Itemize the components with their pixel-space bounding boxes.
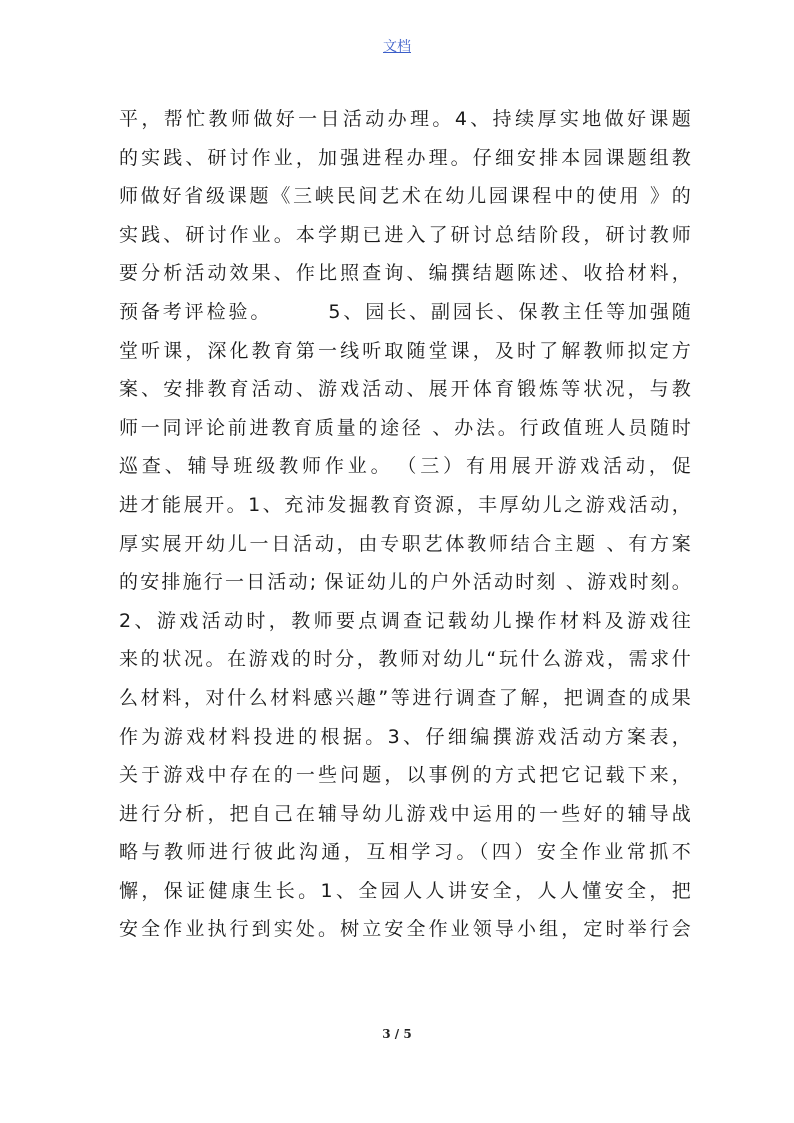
document-body — [119, 100, 691, 949]
body-line-9: 师一同评论前进教育质量的途径 、办法。行政值班人员随时 — [119, 416, 691, 439]
body-line-12: 厚实展开幼儿一日活动，由专职艺体教师结合主题 、有方案 — [119, 532, 691, 555]
body-line-8: 案、安排教育活动、游戏活动、展开体育锻炼等状况，与教 — [119, 378, 691, 401]
body-line-10: 巡查、辅导班级教师作业。 （三）有用展开游戏活动，促 — [119, 455, 691, 478]
body-line-2: 的实践、研讨作业，加强进程办理。仔细安排本园课题组教 — [119, 146, 691, 169]
body-line-13: 的安排施行一日活动; 保证幼儿的户外活动时刻 、游戏时刻。 — [119, 571, 691, 594]
body-line-16: 么材料，对什么材料感兴趣”等进行调查了解，把调查的成果 — [119, 686, 691, 709]
body-line-4: 实践、研讨作业。本学期已进入了研讨总结阶段，研讨教师 — [119, 223, 691, 246]
body-line-19: 进行分析，把自己在辅导幼儿游戏中运用的一些好的辅导战 — [119, 802, 691, 825]
body-line-11: 进才能展开。1、充沛发掘教育资源，丰厚幼儿之游戏活动， — [119, 493, 691, 516]
body-line-17: 作为游戏材料投进的根据。3、仔细编撰游戏活动方案表， — [119, 725, 691, 748]
body-line-15: 来的状况。在游戏的时分，教师对幼儿“玩什么游戏，需求什 — [119, 648, 691, 671]
body-line-22: 安全作业执行到实处。树立安全作业领导小组，定时举行会 — [119, 918, 691, 941]
body-line-7: 堂听课，深化教育第一线听取随堂课，及时了解教师拟定方 — [119, 339, 691, 362]
body-line-14: 2、游戏活动时，教师要点调查记载幼儿操作材料及游戏往 — [119, 609, 691, 632]
body-line-6: 预备考评检验。 5、园长、副园长、保教主任等加强随 — [119, 300, 691, 323]
body-line-21: 懈，保证健康生长。1、全园人人讲安全，人人懂安全，把 — [119, 879, 691, 902]
body-line-3: 师做好省级课题《三峡民间艺术在幼儿园课程中的使用 》的 — [119, 185, 691, 208]
document-header-link[interactable]: 文档 — [383, 39, 411, 55]
body-line-1: 平，帮忙教师做好一日活动办理。4、持续厚实地做好课题 — [119, 108, 691, 130]
body-line-18: 关于游戏中存在的一些问题，以事例的方式把它记载下来， — [119, 764, 691, 787]
body-line-20: 略与教师进行彼此沟通，互相学习。（四）安全作业常抓不 — [119, 841, 691, 864]
body-line-5: 要分析活动效果、作比照查询、编撰结题陈述、收拾材料， — [119, 262, 691, 285]
page-number: 3 / 5 — [382, 1027, 412, 1041]
